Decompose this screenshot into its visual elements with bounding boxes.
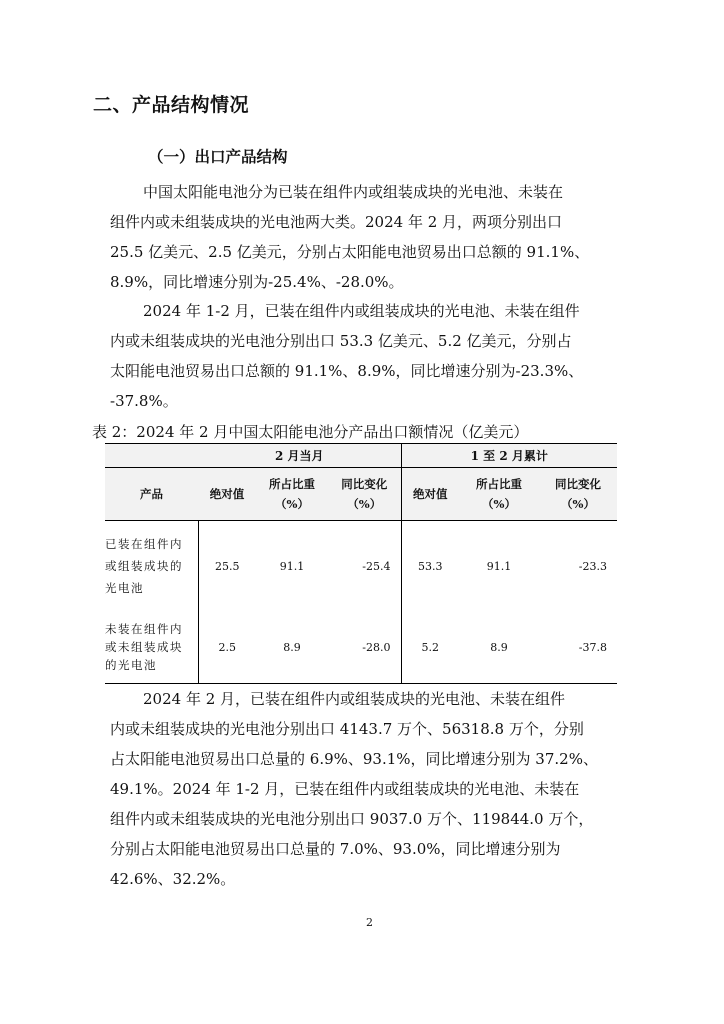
text-line: -37.8%。 [110,392,178,410]
group-header-month: 2 月当月 [198,444,401,468]
text-line: 8.9%，同比增速分别为-25.4%、-28.0%。 [110,273,404,291]
table-cell: 5.2 [401,611,459,684]
text-line: 组件内或未组装成块的光电池两大类。2024 年 2 月，两项分别出口 [110,213,563,231]
text-line: 分别占太阳能电池贸易出口总量的 7.0%、93.0%，同比增速分别为 [110,840,561,858]
text-line: 内或未组装成块的光电池分别出口 53.3 亿美元、5.2 亿美元，分别占 [110,332,572,350]
group-header-cumulative: 1 至 2 月累计 [401,444,617,468]
paragraph-2 [110,296,616,416]
text-line: 25.5 亿美元、2.5 亿美元，分别占太阳能电池贸易出口总额的 91.1%、 [110,243,590,261]
column-header-product: 产品 [105,468,198,521]
table-cell: 8.9 [459,611,539,684]
table-caption: 表 2：2024 年 2 月中国太阳能电池分产品出口额情况（亿美元） [92,423,529,441]
table-cell: 8.9 [256,611,328,684]
table-cell: -28.0 [328,611,401,684]
column-header: 同比变化 （%） [539,468,617,521]
text-line: 42.6%、32.2%。 [110,870,236,888]
table-cell: 91.1 [279,559,305,573]
subsection-title: （一）出口产品结构 [148,148,288,166]
header-blank [105,444,198,468]
paragraph-3 [110,684,616,894]
column-header: 绝对值 [198,468,256,521]
text-line: 2024 年 2 月，已装在组件内或组装成块的光电池、未装在组件 [143,690,566,708]
text-line: 中国太阳能电池分为已装在组件内或组装成块的光电池、未装在 [143,183,564,201]
column-header: 所占比重 （%） [256,468,328,521]
column-header: 同比变化 （%） [328,468,401,521]
page-number: 2 [366,916,373,929]
table-cell: -23.3 [578,559,608,573]
table-cell: -37.8 [539,611,617,684]
text-line: 组件内或未组装成块的光电池分别出口 9037.0 万个、119844.0 万个， [110,810,594,828]
text-line: 太阳能电池贸易出口总额的 91.1%、8.9%，同比增速分别为-23.3%、 [110,362,584,380]
table-cell: 53.3 [418,559,443,573]
table-cell: 25.5 [215,559,240,573]
table-cell: -25.4 [328,521,401,612]
text-line: 49.1%。2024 年 1-2 月，已装在组件内或组装成块的光电池、未装在 [110,780,580,798]
column-header: 所占比重 （%） [459,468,539,521]
product-name: 未装在组件内 或未组装成块 的光电池 [105,611,198,684]
text-line: 2024 年 1-2 月，已装在组件内或组装成块的光电池、未装在组件 [143,302,580,320]
export-table [105,443,617,684]
product-name: 已装在组件内 或组装成块的 光电池 [105,521,198,612]
text-line: 占太阳能电池贸易出口总量的 6.9%、93.1%，同比增速分别为 37.2%、 [110,750,598,768]
column-header: 绝对值 [401,468,459,521]
table-cell: 2.5 [198,611,256,684]
table-cell: 91.1 [486,559,512,573]
table-row [105,611,617,684]
table-row [105,521,617,612]
text-line: 内或未组装成块的光电池分别出口 4143.7 万个、56318.8 万个，分别 [110,720,584,738]
section-title: 二、产品结构情况 [93,94,250,116]
paragraph-1 [110,177,616,297]
